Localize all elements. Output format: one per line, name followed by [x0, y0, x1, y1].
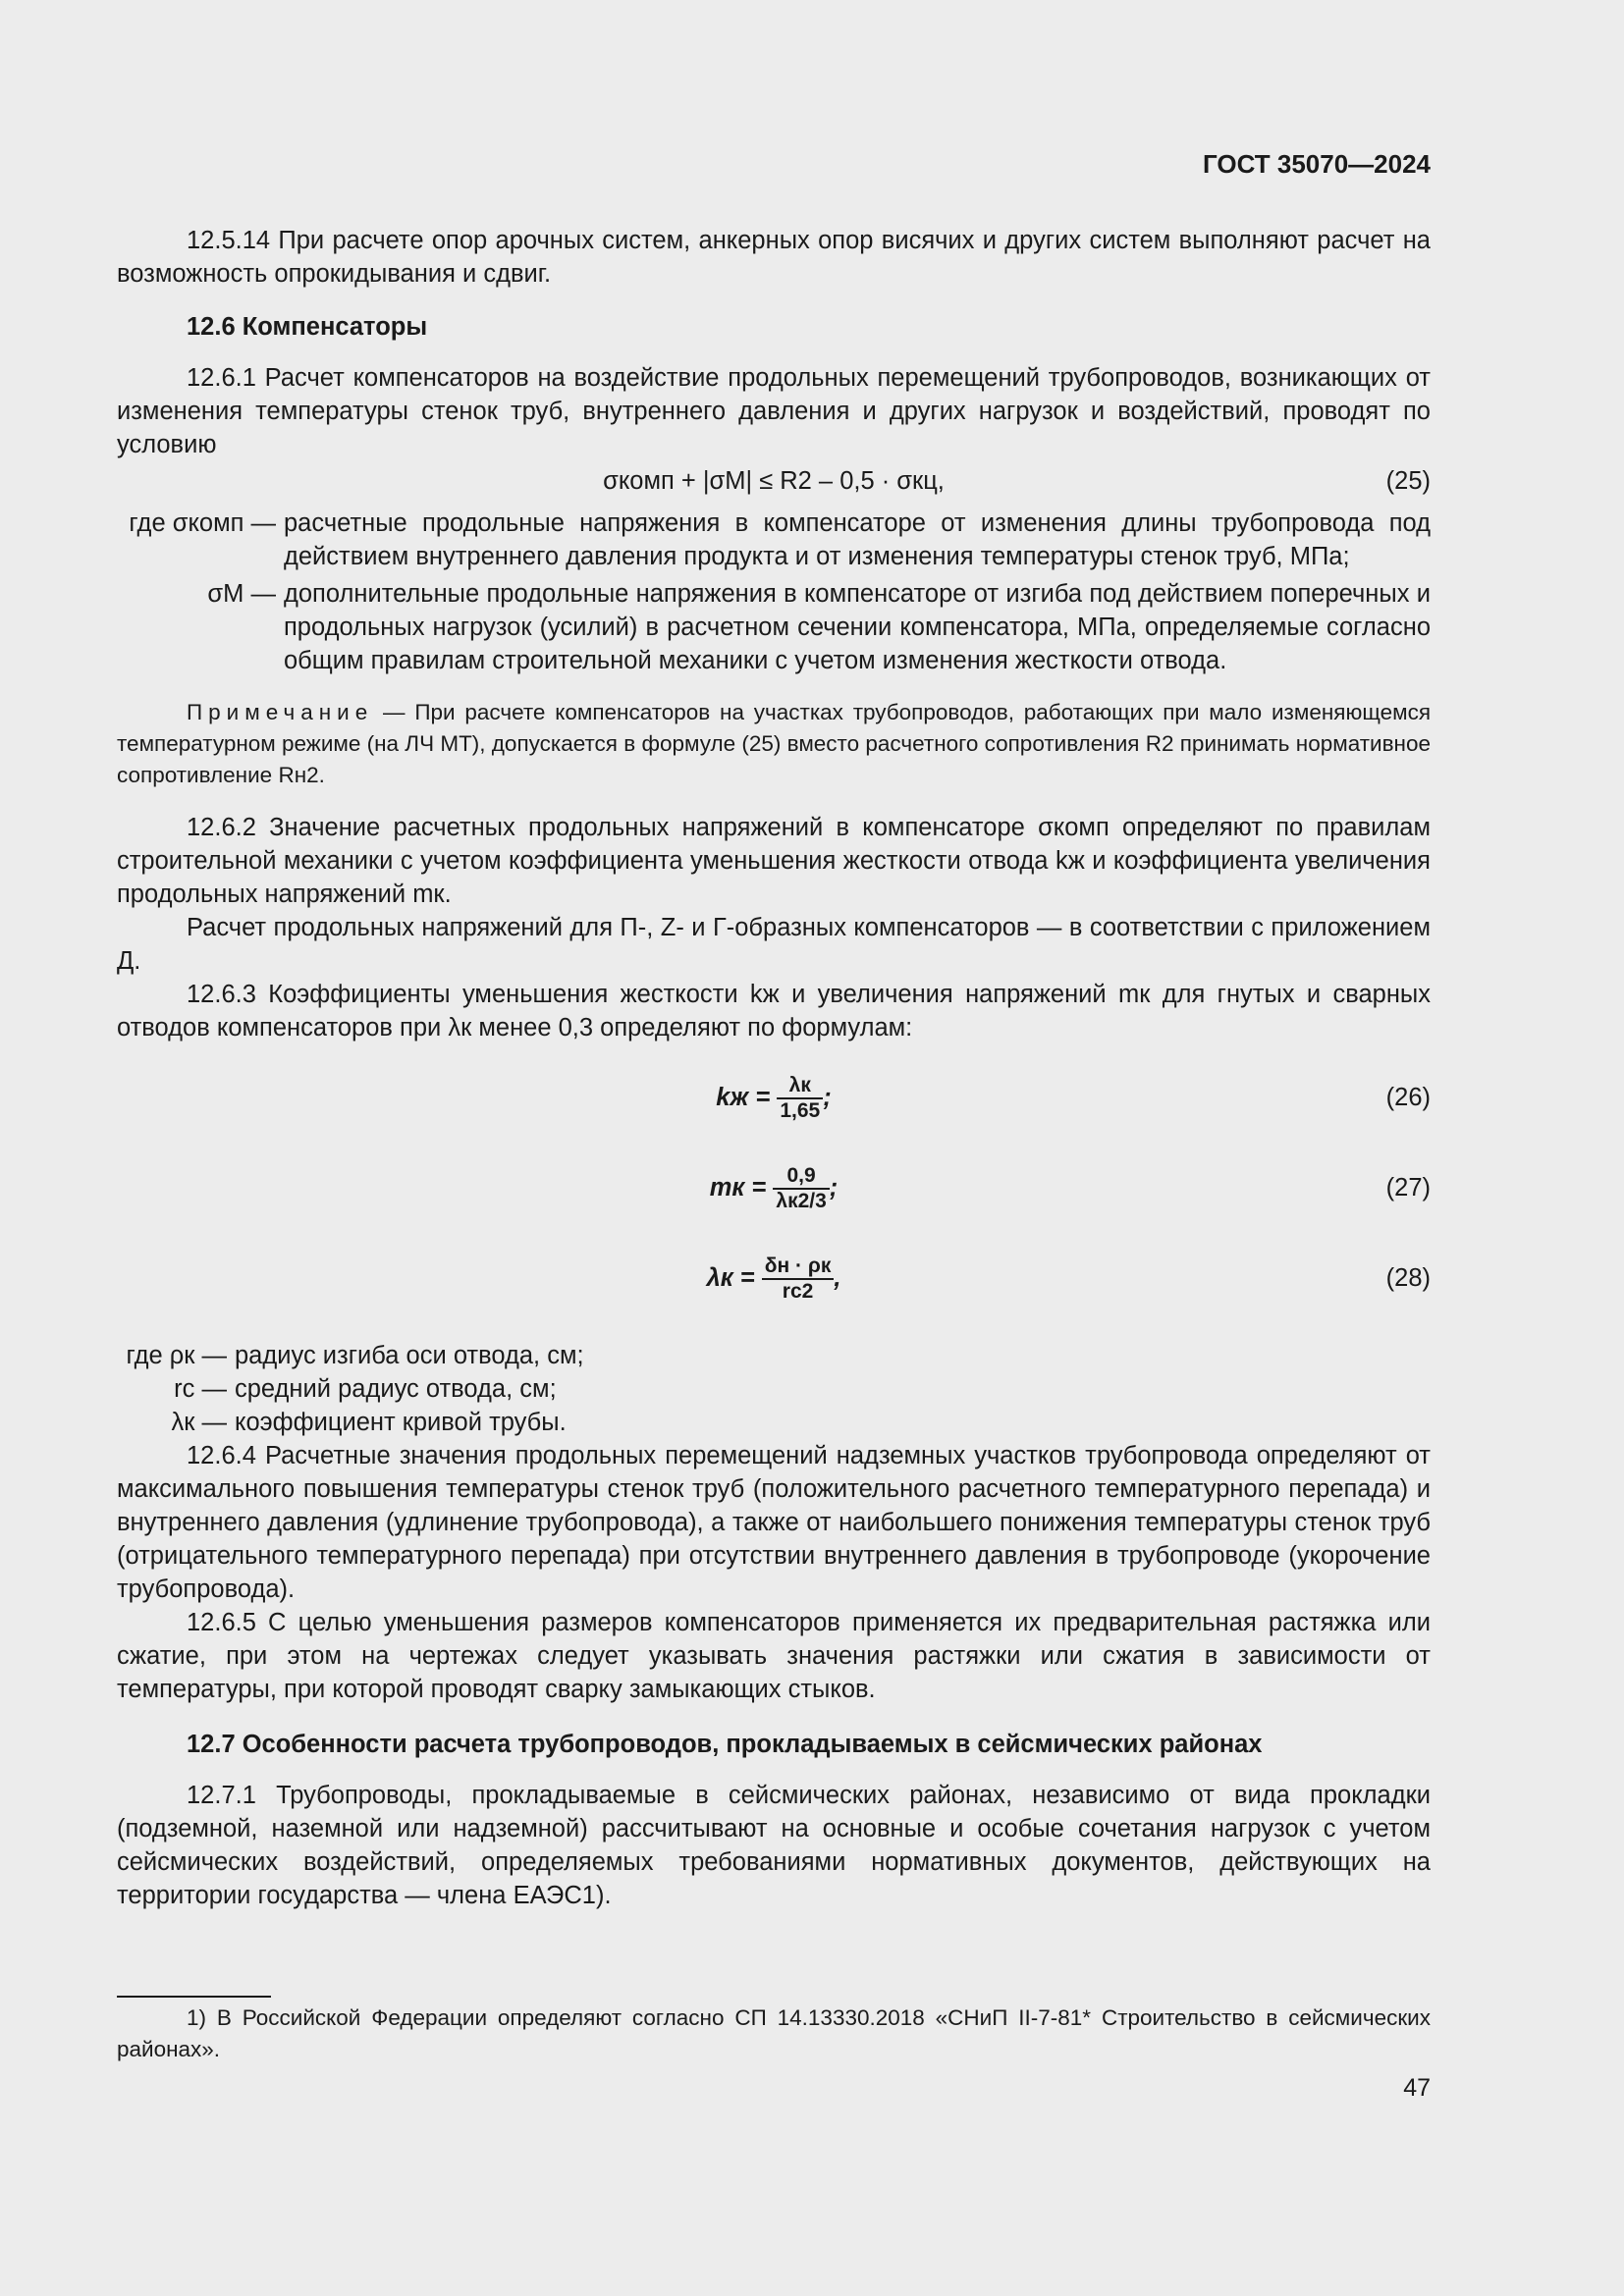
formula-28-fraction — [762, 1255, 835, 1304]
definitions-28 — [117, 1339, 1431, 1439]
definition-term: σM — — [207, 580, 276, 608]
formula-27 — [117, 1143, 1431, 1233]
formula-26-numerator: λк — [777, 1074, 823, 1099]
section-heading-12-6: 12.6 Компенсаторы — [187, 313, 428, 341]
document-body — [117, 224, 1431, 1912]
page-number: 47 — [1403, 2074, 1431, 2102]
formula-28-number: (28) — [1385, 1264, 1431, 1292]
formula-26-lhs: kж = — [716, 1084, 771, 1111]
definition-row — [117, 1339, 1431, 1372]
formula-26-number: (26) — [1385, 1084, 1431, 1111]
formula-27-fraction — [773, 1164, 829, 1213]
paragraph-12-6-5: 12.6.5 С целью уменьшения размеров компенсаторов применяется их предварительная растяжка или сжатие, при этом на чертежах следует указывать значения растяжки или сжатия в зависимости от температуры, при которой проводят сварку замыкающих стыков. — [117, 1609, 1431, 1703]
footnote-separator — [117, 1996, 271, 1998]
paragraph-12-6-4: 12.6.4 Расчетные значения продольных перемещений надземных участков трубопровода определяют от максимального повышения температуры стенок труб (положительного расчетного температурного перепада) и внутреннего давления (удлинение трубопровода), а также от наибольшего понижения температуры стенок труб (отрицательного температурного перепада) при отсутствии внутреннего давления в трубопроводе (укорочение трубопровода). — [117, 1442, 1431, 1603]
formula-25 — [117, 461, 1431, 501]
definition-term: где σкомп — — [129, 509, 276, 537]
definition-term: λк — — [171, 1409, 227, 1436]
formula-28 — [117, 1233, 1431, 1323]
definition-row — [117, 507, 1431, 573]
formula-28-lhs: λк = — [706, 1264, 755, 1292]
note-label: Примечание — [187, 700, 374, 724]
formula-27-number: (27) — [1385, 1174, 1431, 1201]
paragraph-12-6-1: 12.6.1 Расчет компенсаторов на воздействие продольных перемещений трубопроводов, возникающих от изменения температуры стенок труб, внутреннего давления и других нагрузок и воздействий, проводят по условию — [117, 364, 1431, 458]
definition-text: средний радиус отвода, см; — [235, 1375, 557, 1403]
formula-27-tail: ; — [829, 1174, 839, 1201]
formula-27-numerator: 0,9 — [773, 1164, 829, 1190]
formula-26-tail: ; — [823, 1084, 832, 1111]
definition-text: расчетные продольные напряжения в компенсаторе от изменения длины трубопровода под действием внутреннего давления продукта и от изменения температуры стенок труб, МПа; — [284, 509, 1431, 570]
definition-row — [117, 577, 1431, 677]
definitions-25 — [117, 507, 1431, 677]
formula-26-denominator: 1,65 — [780, 1099, 821, 1123]
formula-27-lhs: mк = — [709, 1174, 767, 1201]
paragraph-12-7-1: 12.7.1 Трубопроводы, прокладываемые в сейсмических районах, независимо от вида прокладки (подземной, наземной или надземной) рассчитывают на основные и особые сочетания нагрузок с учетом сейсмических воздействий, определяемых требованиями нормативных документов, действующих на территории государства — члена ЕАЭС1). — [117, 1782, 1431, 1909]
definition-term: rс — — [174, 1375, 227, 1403]
definition-row — [117, 1406, 1431, 1439]
formula-28-numerator: δн · ρк — [762, 1255, 835, 1280]
paragraph-12-5-14: 12.5.14 При расчете опор арочных систем, анкерных опор висячих и других систем выполняют расчет на возможность опрокидывания и сдвиг. — [117, 227, 1431, 288]
formula-27-denominator: λк2/3 — [776, 1190, 827, 1213]
formula-28-denominator: rс2 — [782, 1280, 814, 1304]
section-heading-12-7: 12.7 Особенности расчета трубопроводов, прокладываемых в сейсмических районах — [187, 1731, 1263, 1758]
document-header: ГОСТ 35070—2024 — [1203, 149, 1431, 179]
definition-text: коэффициент кривой трубы. — [235, 1409, 567, 1436]
footnote: 1) В Российской Федерации определяют согласно СП 14.13330.2018 «СНиП II-7-81* Строительство в сейсмических районах». — [117, 2005, 1431, 2061]
paragraph-12-6-2-continued: Расчет продольных напряжений для П-, Z- и Г-образных компенсаторов — в соответствии с приложением Д. — [117, 914, 1431, 975]
definition-term: где ρк — — [126, 1342, 227, 1369]
formula-25-number: (25) — [1385, 467, 1431, 495]
formula-26-fraction — [777, 1074, 823, 1123]
paragraph-12-6-2: 12.6.2 Значение расчетных продольных напряжений в компенсаторе σкомп определяют по правилам строительной механики с учетом коэффициента уменьшения жесткости отвода kж и коэффициента увеличения продольных напряжений mк. — [117, 814, 1431, 908]
note — [117, 697, 1431, 791]
formula-28-tail: , — [834, 1264, 841, 1292]
formula-25-expression: σкомп + |σM| ≤ R2 – 0,5 · σкц, — [603, 467, 945, 495]
formula-26 — [117, 1052, 1431, 1143]
note-text: — При расчете компенсаторов на участках трубопроводов, работающих при мало изменяющемся температурном режиме (на ЛЧ МТ), допускается в формуле (25) вместо расчетного сопротивления R2 принимать нормативное сопротивление Rн2. — [117, 700, 1431, 787]
definition-text: радиус изгиба оси отвода, см; — [235, 1342, 584, 1369]
definition-text: дополнительные продольные напряжения в компенсаторе от изгиба под действием поперечных и продольных нагрузок (усилий) в расчетном сечении компенсатора, МПа, определяемые согласно общим правилам строительной механики с учетом изменения жесткости отвода. — [284, 580, 1431, 674]
definition-row — [117, 1372, 1431, 1406]
paragraph-12-6-3: 12.6.3 Коэффициенты уменьшения жесткости kж и увеличения напряжений mк для гнутых и сварных отводов компенсаторов при λк менее 0,3 определяют по формулам: — [117, 981, 1431, 1041]
